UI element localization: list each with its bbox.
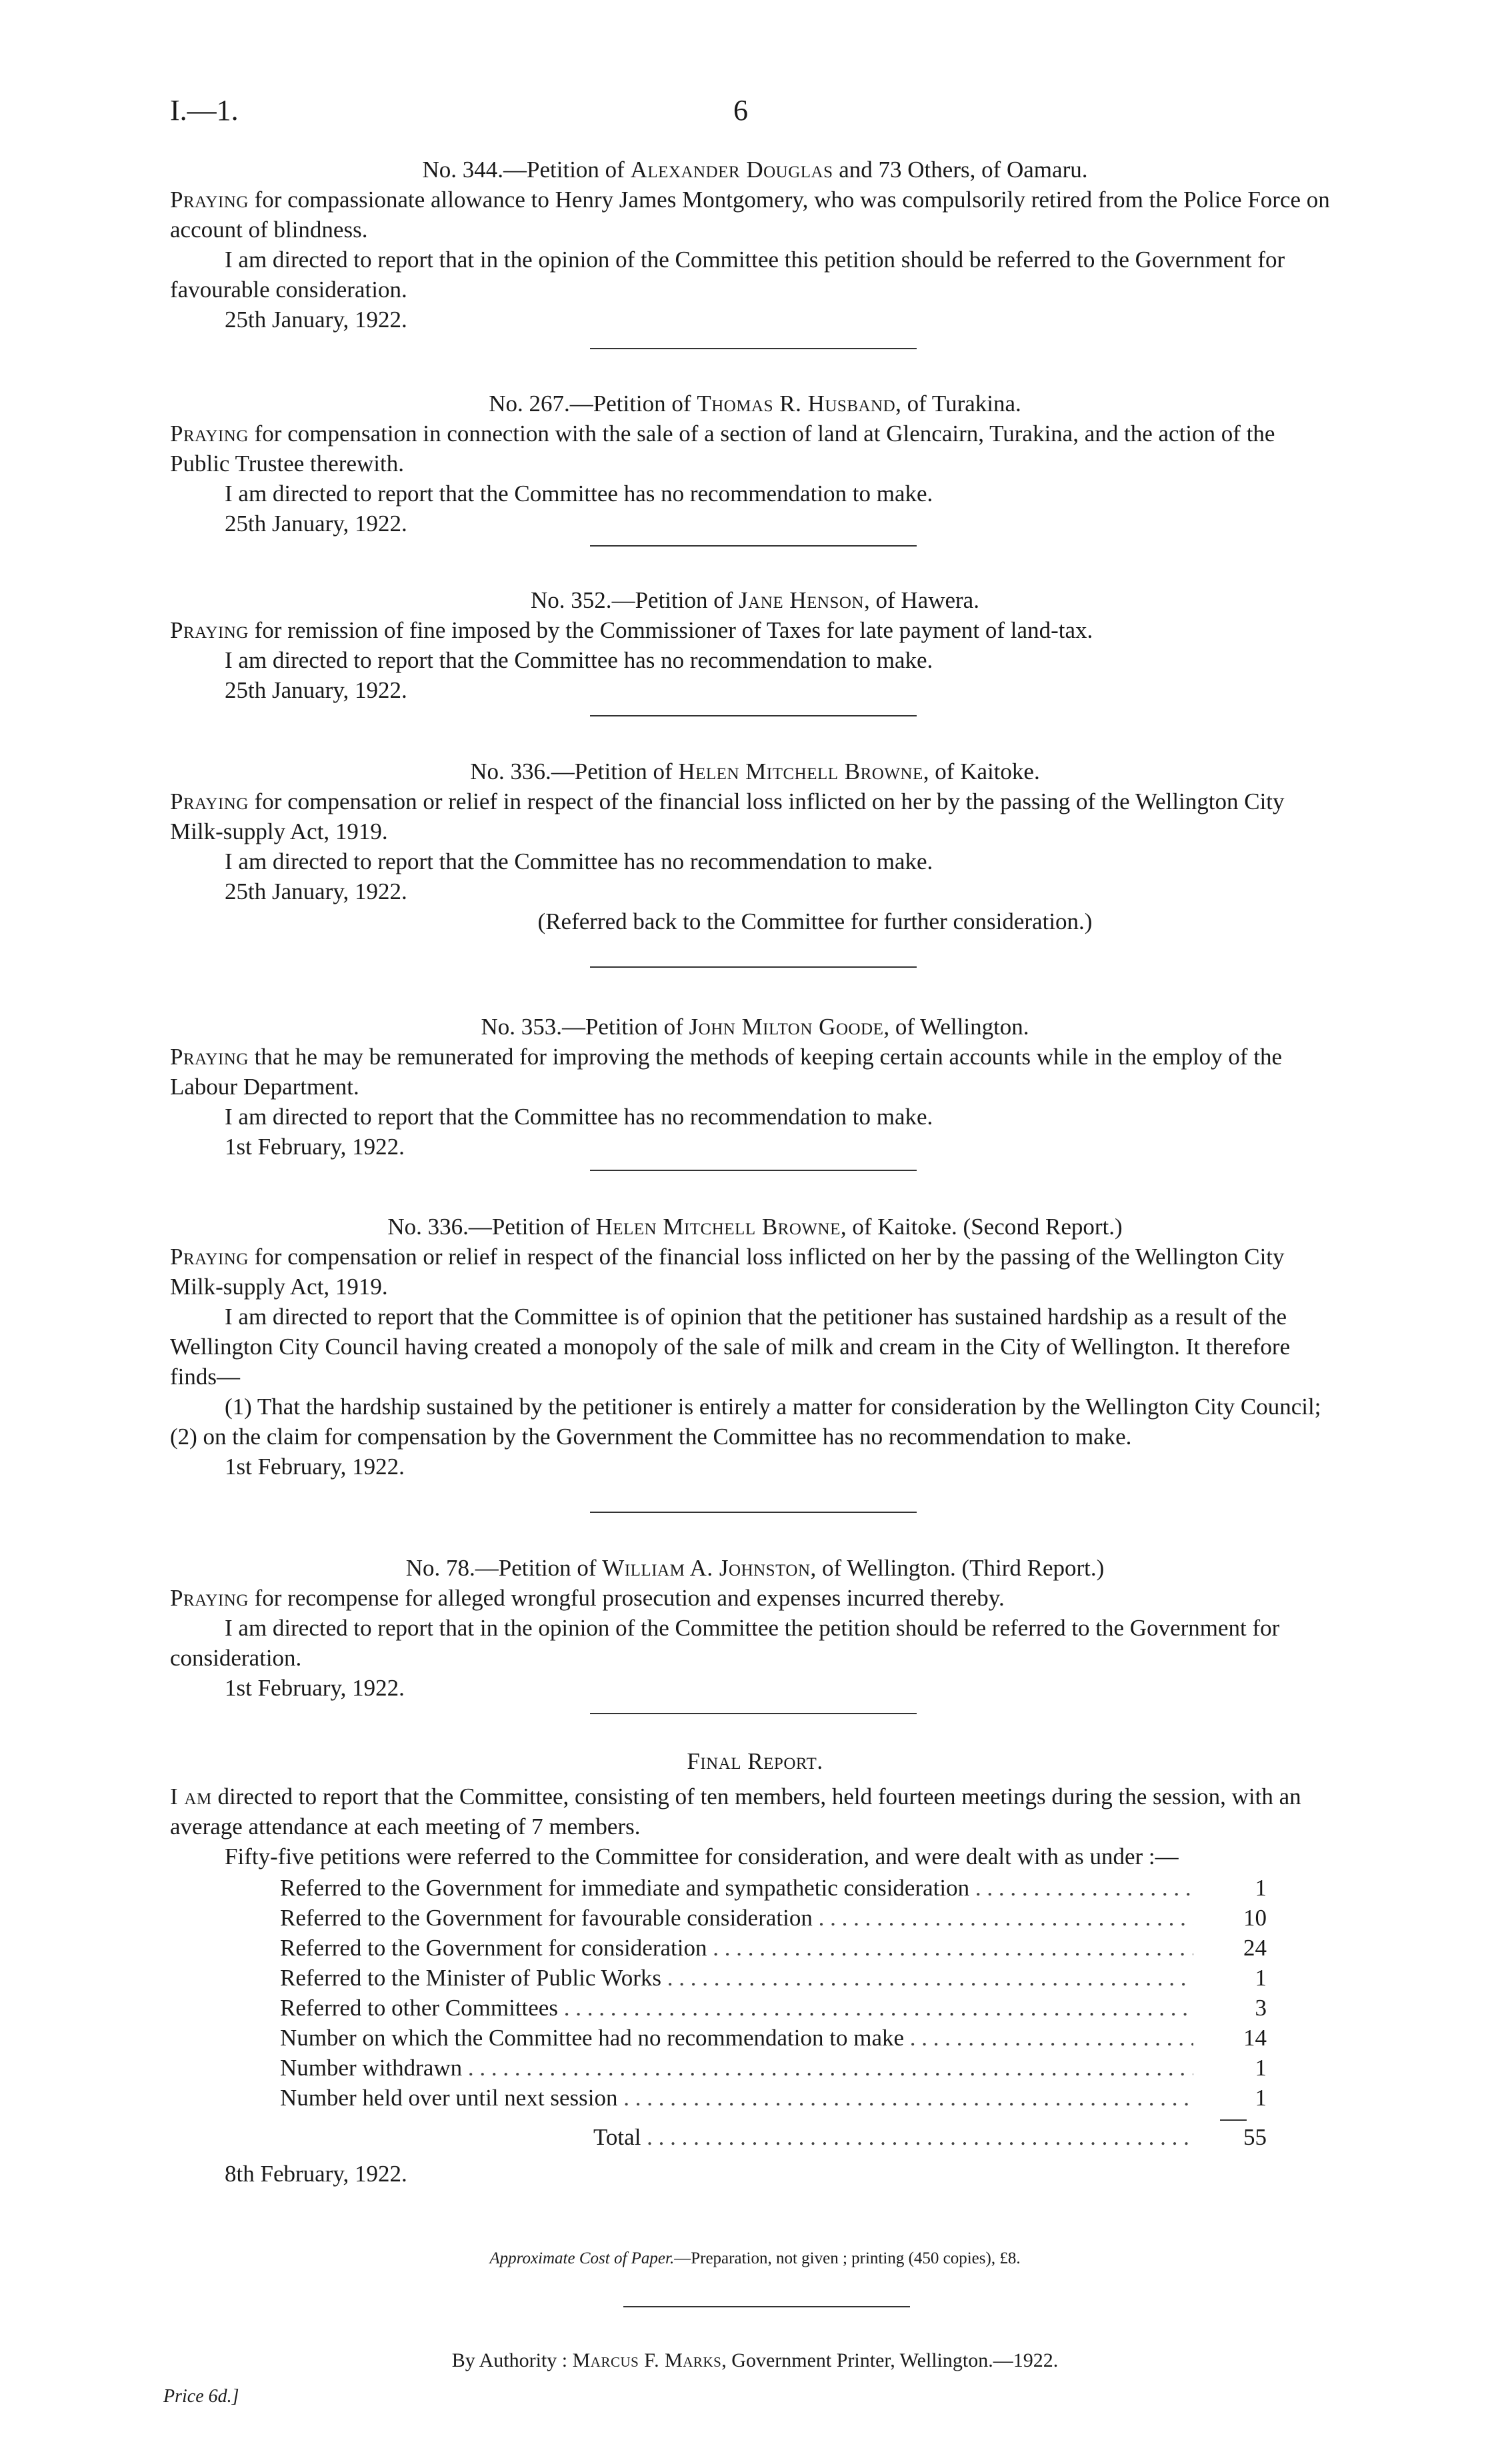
petition-title: No. 344.—Petition of Alexander Douglas and 73 Others, of Oamaru. bbox=[422, 157, 1088, 183]
row-value: 3 bbox=[1255, 1995, 1267, 2021]
section-divider bbox=[590, 348, 917, 349]
document-reference: I.—1. bbox=[170, 94, 239, 127]
row-value: 10 bbox=[1243, 1905, 1267, 1931]
petition-title: No. 352.—Petition of Jane Henson, of Hawera. bbox=[531, 587, 979, 613]
petition-block bbox=[170, 756, 1340, 936]
petition-block bbox=[170, 155, 1340, 335]
section-divider bbox=[590, 715, 917, 716]
row-label: Referred to other Committees . . . bbox=[280, 1993, 1193, 2023]
table-row bbox=[280, 1873, 1340, 1903]
petition-block bbox=[170, 1012, 1340, 1162]
table-row bbox=[280, 2023, 1340, 2053]
section-divider bbox=[590, 966, 917, 968]
page-number: 6 bbox=[733, 94, 748, 127]
section-divider bbox=[590, 1512, 917, 1513]
final-report-intro: I am directed to report that the Committee, consisting of ten members, held fourteen meetings during the session, with an average attendance at each meeting of 7 members. bbox=[170, 1784, 1301, 1840]
petition-title: No. 336.—Petition of Helen Mitchell Browne, of Kaitoke. (Second Report.) bbox=[387, 1214, 1123, 1240]
petition-report: I am directed to report that in the opinion of the Committee this petition should be referred to the Government for favourable consideration. bbox=[170, 247, 1285, 303]
petition-block bbox=[170, 1212, 1340, 1482]
petition-report: I am directed to report that the Committee has no recommendation to make. bbox=[225, 848, 933, 874]
table-row bbox=[280, 1933, 1340, 1963]
row-label: Number withdrawn . . . bbox=[280, 2053, 1193, 2083]
petition-block bbox=[170, 1553, 1340, 1703]
statistics-table bbox=[280, 1873, 1340, 2152]
table-row bbox=[280, 2053, 1340, 2083]
petition-report: I am directed to report that the Committee has no recommendation to make. bbox=[225, 1104, 933, 1130]
row-value: 24 bbox=[1243, 1935, 1267, 1961]
section-divider bbox=[590, 1713, 917, 1714]
row-label: Number on which the Committee had no recommendation to make . . . bbox=[280, 2023, 1193, 2053]
petition-title: No. 267.—Petition of Thomas R. Husband, of Turakina. bbox=[489, 391, 1021, 417]
final-report-date: 8th February, 1922. bbox=[225, 2161, 407, 2187]
petition-date: 25th January, 1922. bbox=[225, 307, 407, 333]
table-row bbox=[280, 2083, 1340, 2113]
row-value: 1 bbox=[1255, 2055, 1267, 2081]
petition-date: 25th January, 1922. bbox=[225, 511, 407, 537]
table-row bbox=[280, 1993, 1340, 2023]
petition-prayer: Praying for compensation or relief in respect of the financial loss inflicted on her by the passing of the Wellington City Milk-supply Act, 1919. bbox=[170, 788, 1285, 844]
row-label: Referred to the Minister of Public Works . . . bbox=[280, 1963, 1193, 1993]
petition-report: I am directed to report that the Committee has no recommendation to make. bbox=[225, 647, 933, 673]
petition-finding: (1) That the hardship sustained by the petitioner is entirely a matter for consideration by the Wellington City Council; (2) on the claim for compensation by the Government the Committee has no recommendation to make. bbox=[170, 1394, 1321, 1450]
total-value: 55 bbox=[1243, 2124, 1267, 2150]
row-value: 1 bbox=[1255, 1965, 1267, 1991]
petition-title: No. 78.—Petition of William A. Johnston, of Wellington. (Third Report.) bbox=[405, 1555, 1105, 1581]
petition-prayer: Praying for remission of fine imposed by the Commissioner of Taxes for late payment of land-tax. bbox=[170, 617, 1093, 643]
petition-date: 25th January, 1922. bbox=[225, 677, 407, 703]
price: Price 6d.] bbox=[163, 2386, 239, 2407]
final-report-paragraph: Fifty-five petitions were referred to the Committee for consideration, and were dealt with as under :— bbox=[225, 1844, 1179, 1869]
section-divider bbox=[590, 1170, 917, 1171]
printer-imprint: By Authority : Marcus F. Marks, Government Printer, Wellington.—1922. bbox=[451, 2349, 1059, 2371]
table-row bbox=[280, 1963, 1340, 1993]
petition-prayer: Praying that he may be remunerated for improving the methods of keeping certain accounts while in the employ of the Labour Department. bbox=[170, 1044, 1283, 1100]
total-row bbox=[280, 2122, 1340, 2152]
petition-date: 1st February, 1922. bbox=[225, 1675, 405, 1701]
petition-date: 25th January, 1922. bbox=[225, 878, 407, 904]
petition-report: I am directed to report that the Committee has no recommendation to make. bbox=[225, 481, 933, 507]
petition-block bbox=[170, 585, 1340, 705]
petition-title: No. 336.—Petition of Helen Mitchell Browne, of Kaitoke. bbox=[470, 758, 1040, 784]
total-rule bbox=[1220, 2119, 1247, 2121]
table-row bbox=[280, 1903, 1340, 1933]
row-label: Referred to the Government for favourable consideration . . . bbox=[280, 1903, 1193, 1933]
petition-prayer: Praying for compensation or relief in respect of the financial loss inflicted on her by the passing of the Wellington City Milk-supply Act, 1919. bbox=[170, 1244, 1285, 1300]
section-divider bbox=[590, 545, 917, 547]
row-label: Number held over until next session . . . bbox=[280, 2083, 1193, 2113]
row-label: Referred to the Government for immediate and sympathetic consideration . . . bbox=[280, 1873, 1193, 1903]
final-report bbox=[170, 1746, 1340, 2189]
petition-date: 1st February, 1922. bbox=[225, 1134, 405, 1160]
row-value: 1 bbox=[1255, 2085, 1267, 2111]
petition-prayer: Praying for recompense for alleged wrongful prosecution and expenses incurred thereby. bbox=[170, 1585, 1005, 1611]
petition-note: (Referred back to the Committee for further consideration.) bbox=[537, 908, 1093, 934]
petition-report: I am directed to report that in the opinion of the Committee the petition should be referred to the Government for consideration. bbox=[170, 1615, 1280, 1671]
row-value: 1 bbox=[1255, 1875, 1267, 1901]
row-label: Referred to the Government for consideration . . . bbox=[280, 1933, 1193, 1963]
final-report-title: Final Report. bbox=[687, 1748, 823, 1774]
petition-block bbox=[170, 389, 1340, 539]
footer-divider bbox=[623, 2306, 910, 2307]
petition-prayer: Praying for compensation in connection with the sale of a section of land at Glencairn, Turakina, and the action of the Public Trustee therewith. bbox=[170, 421, 1275, 477]
row-value: 14 bbox=[1243, 2025, 1267, 2051]
cost-of-paper: Approximate Cost of Paper.—Preparation, not given ; printing (450 copies), £8. bbox=[489, 2249, 1021, 2267]
petition-date: 1st February, 1922. bbox=[225, 1454, 405, 1480]
total-label: Total . . . bbox=[280, 2122, 1193, 2152]
petition-prayer: Praying for compassionate allowance to Henry James Montgomery, who was compulsorily retired from the Police Force on account of blindness. bbox=[170, 187, 1330, 243]
petition-report: I am directed to report that the Committee is of opinion that the petitioner has sustained hardship as a result of the Wellington City Council having created a monopoly of the sale of milk and cream in the City of Wellington. It therefore finds— bbox=[170, 1304, 1291, 1390]
petition-title: No. 353.—Petition of John Milton Goode, of Wellington. bbox=[481, 1014, 1029, 1040]
